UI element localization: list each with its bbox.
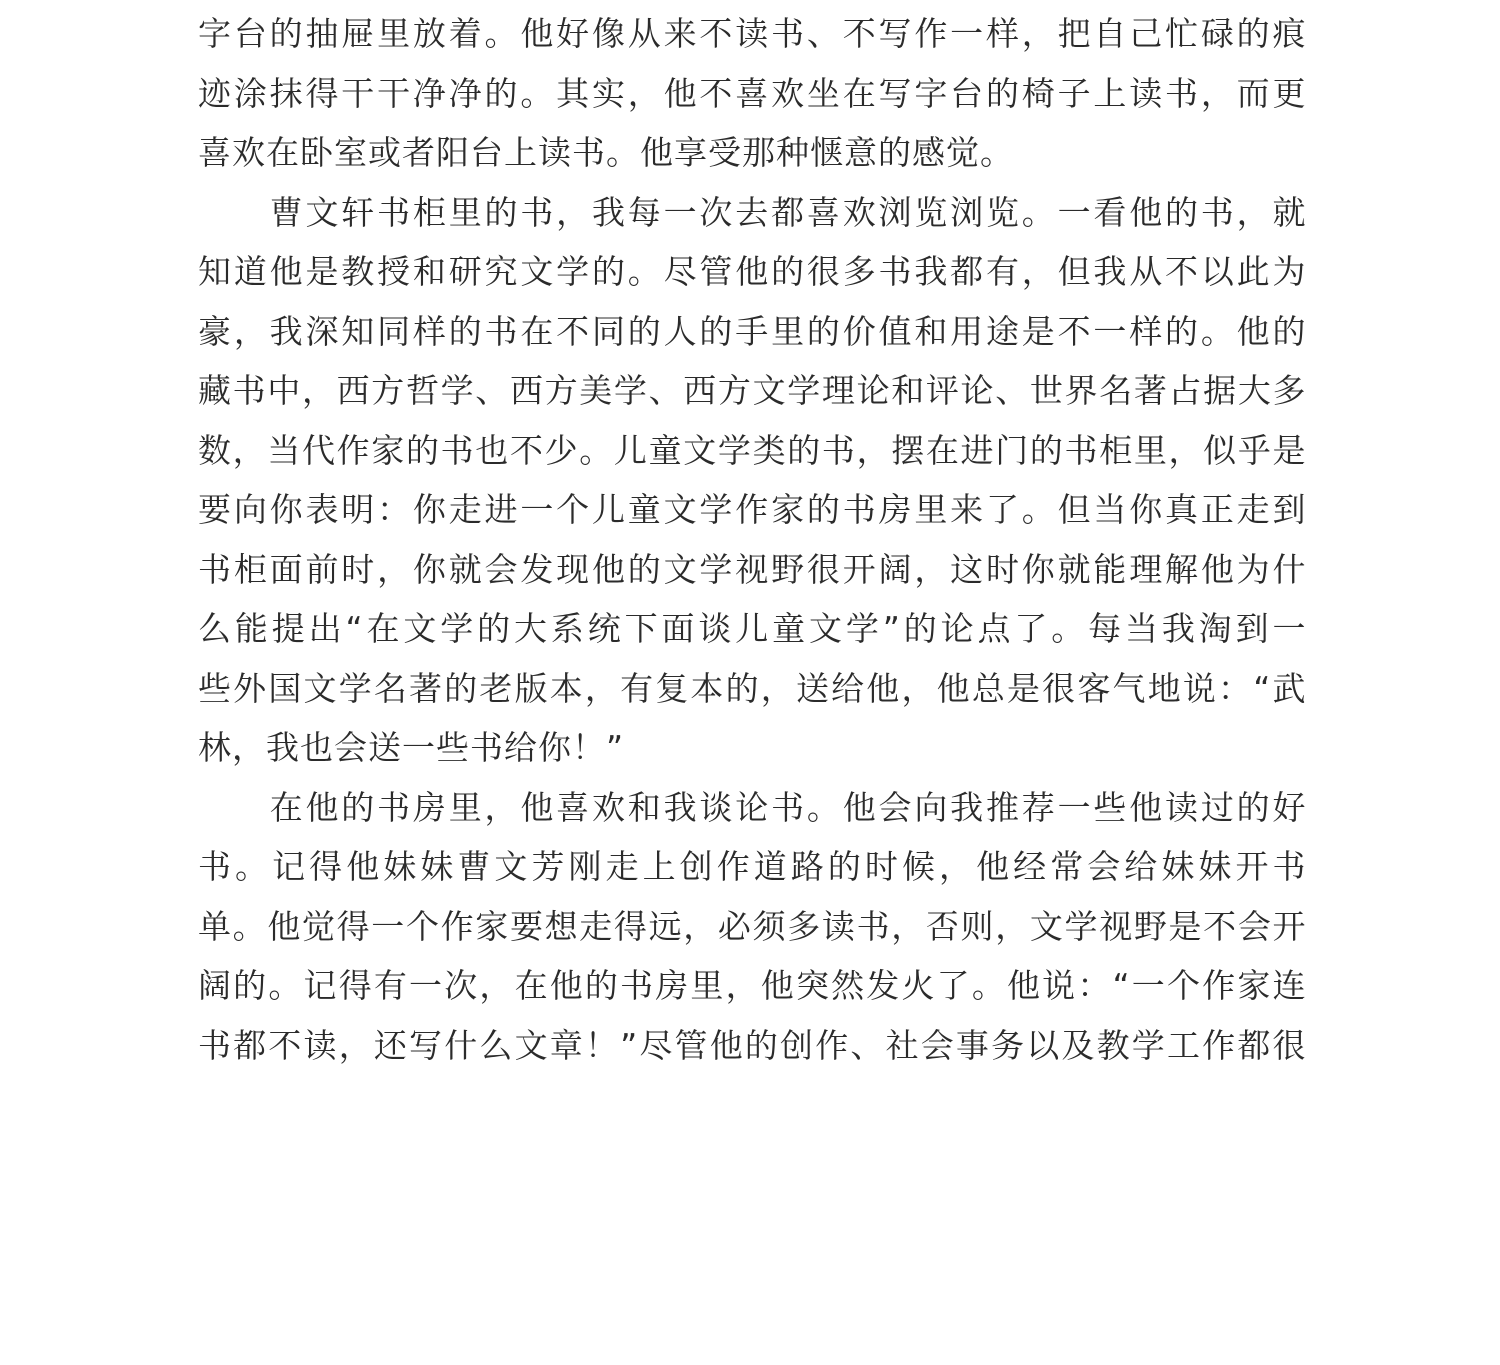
- text-line: 藏书中，西方哲学、西方美学、西方文学理论和评论、世界名著占据大多: [198, 371, 1306, 410]
- document-page: [198, 4, 1306, 1075]
- text-line: 书。记得他妹妹曹文芳刚走上创作道路的时候，他经常会给妹妹开书: [198, 847, 1306, 886]
- text-line: 知道他是教授和研究文学的。尽管他的很多书我都有，但我从不以此为: [198, 252, 1306, 291]
- text-line: 豪，我深知同样的书在不同的人的手里的价值和用途是不一样的。他的: [198, 311, 1306, 351]
- text-line: 单。他觉得一个作家要想走得远，必须多读书，否则，文学视野是不会开: [198, 906, 1306, 946]
- text-line: 在他的书房里，他喜欢和我谈论书。他会向我推荐一些他读过的好: [198, 787, 1306, 827]
- text-line: 字台的抽屉里放着。他好像从来不读书、不写作一样，把自己忙碌的痕: [198, 14, 1306, 53]
- text-line: 些外国文学名著的老版本，有复本的，送给他，他总是很客气地说：“武: [198, 668, 1306, 708]
- text-line: 曹文轩书柜里的书，我每一次去都喜欢浏览浏览。一看他的书，就: [198, 192, 1306, 232]
- text-line: 么能提出“在文学的大系统下面谈儿童文学”的论点了。每当我淘到一: [198, 609, 1306, 648]
- text-line: 迹涂抹得干干净净的。其实，他不喜欢坐在写字台的椅子上读书，而更: [198, 73, 1306, 113]
- text-line: 阔的。记得有一次，在他的书房里，他突然发火了。他说：“一个作家连: [198, 966, 1306, 1005]
- paragraph-2: [198, 183, 1306, 778]
- text-line: 书都不读，还写什么文章！”尽管他的创作、社会事务以及教学工作都很: [198, 1025, 1306, 1065]
- text-line: 林，我也会送一些书给你！”: [198, 728, 625, 767]
- text-line: 数，当代作家的书也不少。儿童文学类的书，摆在进门的书柜里，似乎是: [198, 430, 1306, 470]
- text-line: 书柜面前时，你就会发现他的文学视野很开阔，这时你就能理解他为什: [198, 549, 1306, 589]
- text-line: 喜欢在卧室或者阳台上读书。他享受那种惬意的感觉。: [198, 133, 1014, 172]
- text-line: 要向你表明：你走进一个儿童文学作家的书房里来了。但当你真正走到: [198, 490, 1306, 529]
- paragraph-1: [198, 4, 1306, 183]
- paragraph-3: [198, 778, 1306, 1076]
